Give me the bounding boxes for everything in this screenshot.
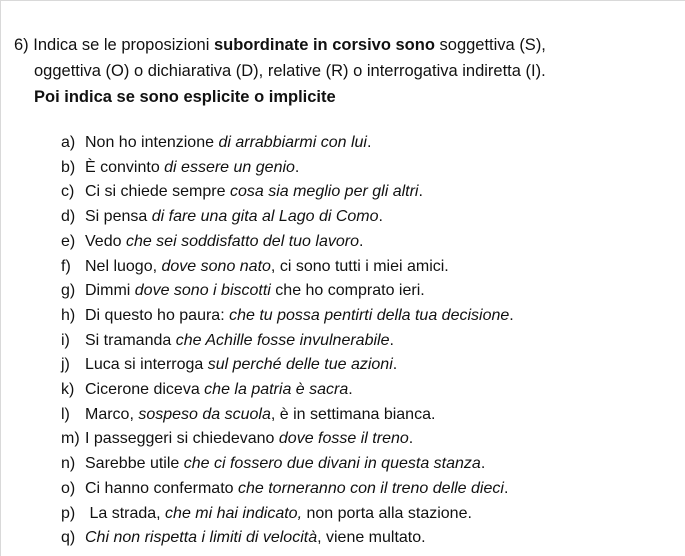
- item-text: Dimmi: [85, 282, 135, 300]
- item-text: I passeggeri si chiedevano: [85, 430, 279, 448]
- sentence-list: [61, 131, 676, 551]
- page-border-left: [0, 0, 1, 556]
- item-letter: k): [61, 381, 75, 399]
- item-subordinate: di arrabbiarmi con lui: [218, 134, 367, 151]
- item-text-end: .: [408, 430, 414, 448]
- item-subordinate: che ci fossero due divani in questa stanza: [183, 455, 481, 473]
- list-item: [61, 156, 676, 181]
- item-text: Non ho intenzione: [85, 134, 219, 151]
- list-item: [61, 526, 676, 551]
- item-text: Sarebbe utile: [85, 455, 184, 473]
- item-text: Vedo: [85, 232, 126, 250]
- page-border-top: [0, 0, 685, 1]
- item-letter: q): [61, 529, 76, 547]
- item-subordinate: che mi hai indicato,: [165, 504, 303, 522]
- instructions-intro: Indica se le proposizioni: [33, 36, 210, 54]
- item-text-end: .: [480, 455, 486, 473]
- item-letter: f): [61, 257, 71, 275]
- item-letter: l): [61, 405, 70, 423]
- item-text: Si pensa: [85, 208, 152, 226]
- item-text: Cicerone diceva: [85, 381, 205, 399]
- item-text: È convinto: [85, 158, 165, 176]
- list-item: [61, 329, 676, 354]
- list-item: [61, 230, 676, 255]
- item-letter: j): [61, 356, 70, 374]
- item-text: Nel luogo,: [85, 257, 162, 275]
- item-text: La strada,: [85, 504, 166, 522]
- item-text-end: .: [392, 356, 398, 374]
- list-item: [61, 180, 676, 205]
- item-letter: e): [61, 232, 76, 250]
- item-letter: b): [61, 158, 76, 176]
- item-subordinate: che torneranno con il treno delle dieci: [237, 479, 504, 497]
- list-item: [61, 502, 676, 527]
- item-letter: i): [61, 331, 70, 349]
- item-subordinate: che la patria è sacra: [204, 381, 349, 399]
- item-text-end: non porta alla stazione.: [302, 504, 472, 522]
- list-item: [61, 427, 676, 452]
- item-letter: o): [61, 479, 76, 497]
- item-subordinate: che tu possa pentirti della tua decisione: [229, 306, 510, 324]
- item-text: Ci si chiede sempre: [85, 183, 230, 201]
- item-subordinate: dove sono nato: [161, 257, 271, 275]
- list-item: [61, 279, 676, 304]
- item-letter: n): [61, 455, 76, 473]
- item-letter: h): [61, 306, 76, 324]
- item-subordinate: che Achille fosse invulnerabile: [175, 331, 390, 349]
- instructions-line-3: Poi indica se sono esplicite o implicite: [34, 88, 336, 106]
- item-text-end: .: [389, 331, 394, 349]
- item-subordinate: che sei soddisfatto del tuo lavoro: [125, 232, 359, 250]
- item-text: Marco,: [85, 405, 139, 423]
- item-text-end: , ci sono tutti i miei amici.: [270, 257, 449, 275]
- item-letter: c): [61, 183, 75, 201]
- item-text: Ci hanno confermato: [85, 479, 238, 497]
- item-text-end: .: [358, 232, 364, 250]
- item-subordinate: dove fosse il treno: [278, 430, 409, 448]
- item-subordinate: di fare una gita al Lago di Como: [151, 208, 379, 226]
- instructions-line-1: [14, 32, 674, 58]
- list-item: [61, 255, 676, 280]
- item-letter: m): [61, 430, 80, 448]
- item-subordinate: di essere un genio: [164, 158, 295, 176]
- list-item: [61, 131, 676, 156]
- item-text-end: che ho comprato ieri.: [270, 282, 425, 300]
- instructions-emphasis: subordinate in corsivo sono: [213, 36, 435, 54]
- list-item: [61, 403, 676, 428]
- item-text-end: .: [348, 381, 353, 399]
- item-letter: d): [61, 208, 76, 226]
- list-item: [61, 353, 676, 378]
- item-letter: a): [61, 134, 76, 151]
- item-text-end: , viene multato.: [317, 529, 426, 547]
- item-text-end: .: [378, 208, 383, 226]
- item-text-end: .: [366, 134, 372, 151]
- list-item: [61, 205, 676, 230]
- item-letter: g): [61, 282, 76, 300]
- instructions-line-2: oggettiva (O) o dichiarativa (D), relative (R) o interrogativa indiretta (I).: [34, 62, 546, 80]
- item-letter: p): [61, 504, 76, 522]
- item-subordinate: sospeso da scuola: [138, 405, 271, 423]
- item-text: Si tramanda: [85, 331, 176, 349]
- list-item: [61, 304, 676, 329]
- item-subordinate: cosa sia meglio per gli altri: [229, 183, 419, 201]
- exercise-number: 6): [14, 36, 29, 54]
- item-subordinate: dove sono i biscotti: [134, 282, 271, 300]
- item-text-end: .: [294, 158, 300, 176]
- item-subordinate: sul perché delle tue azioni: [207, 356, 393, 374]
- item-text-end: .: [418, 183, 423, 201]
- list-item: [61, 378, 676, 403]
- instructions-line-1-end: soggettiva (S),: [439, 36, 546, 54]
- list-item: [61, 477, 676, 502]
- item-text-end: .: [509, 306, 514, 324]
- exercise-instructions: [14, 32, 674, 110]
- item-text-end: , è in settimana bianca.: [270, 405, 436, 423]
- item-text-end: .: [503, 479, 509, 497]
- item-subordinate: Chi non rispetta i limiti di velocità: [85, 529, 318, 547]
- list-item: [61, 452, 676, 477]
- item-text: Di questo ho paura:: [85, 306, 230, 324]
- item-text: Luca si interroga: [85, 356, 208, 374]
